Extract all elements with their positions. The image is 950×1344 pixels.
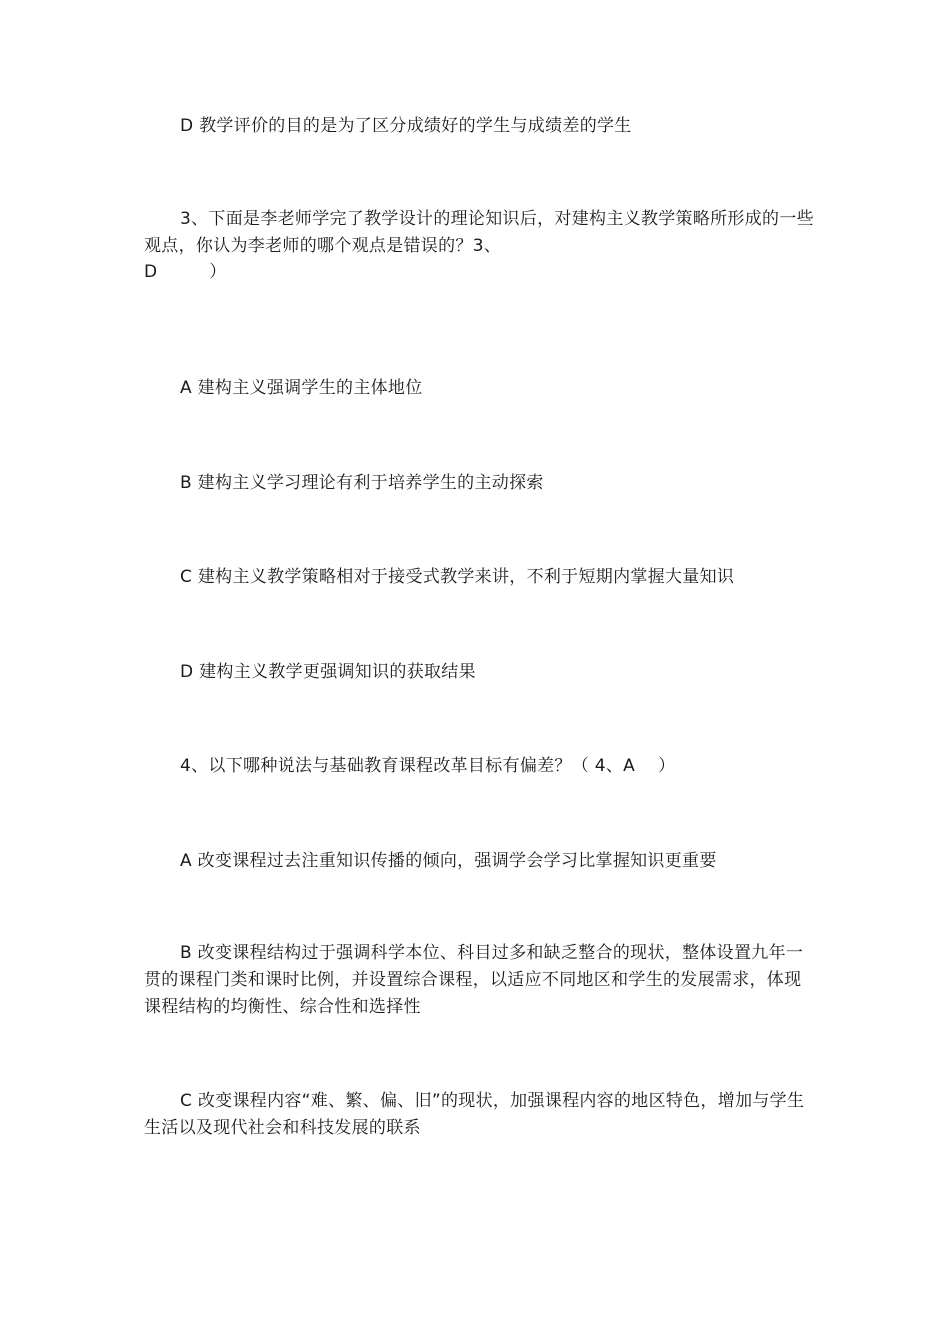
q3-option-c: C 建构主义教学策略相对于接受式教学来讲，不利于短期内掌握大量知识 <box>180 567 735 587</box>
q3-option-b: B 建构主义学习理论有利于培养学生的主动探索 <box>180 473 544 493</box>
q2-option-d: D 教学评价的目的是为了区分成绩好的学生与成绩差的学生 <box>180 116 632 136</box>
q3-option-a: A 建构主义强调学生的主体地位 <box>180 378 423 398</box>
q3-option-d: D 建构主义教学更强调知识的获取结果 <box>180 662 476 682</box>
q4-stem: 4、以下哪种说法与基础教育课程改革目标有偏差？（ 4、A ） <box>180 756 676 776</box>
q3-stem: 3、下面是李老师学完了教学设计的理论知识后，对建构主义教学策略所形成的一些观点，你认为李老师的哪个观点是错误的？3、 <box>144 209 814 256</box>
q4-option-b: B 改变课程结构过于强调科学本位、科目过多和缺乏整合的现状，整体设置九年一贯的课程门类和课时比例，并设置综合课程，以适应不同地区和学生的发展需求，体现课程结构的均衡性、综合性和选择性 <box>144 943 804 1017</box>
q4-option-a: A 改变课程过去注重知识传播的倾向，强调学会学习比掌握知识更重要 <box>180 851 717 871</box>
q4-option-c: C 改变课程内容“难、繁、偏、旧”的现状，加强课程内容的地区特色，增加与学生生活以及现代社会和科技发展的联系 <box>144 1091 805 1138</box>
q3-answer: D ） <box>144 262 227 282</box>
